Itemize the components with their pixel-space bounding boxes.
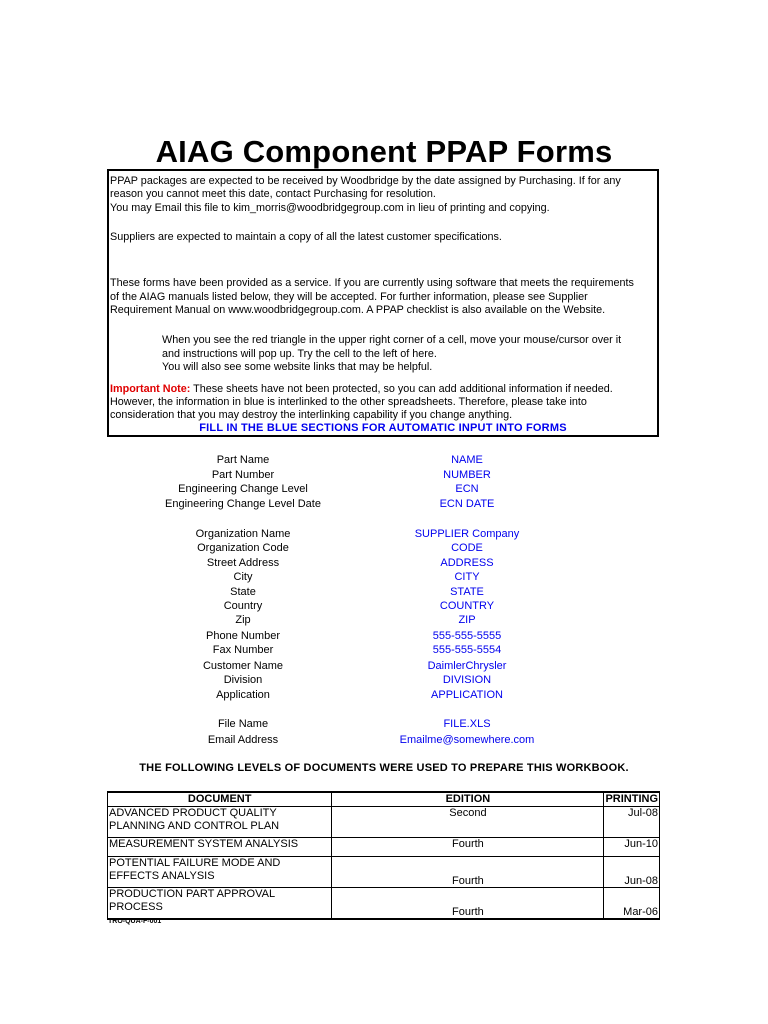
field-value[interactable]: FILE.XLS xyxy=(443,718,491,730)
field-value[interactable]: ADDRESS xyxy=(440,557,494,569)
field-label: City xyxy=(233,571,253,583)
edition-cell[interactable]: Fourth xyxy=(332,838,604,857)
field-label: Country xyxy=(223,600,263,612)
edition-cell[interactable]: Fourth xyxy=(332,857,604,888)
printing-cell[interactable]: Jun-10 xyxy=(604,838,660,857)
instructions-box xyxy=(107,169,659,437)
field-value[interactable]: NAME xyxy=(451,454,483,466)
field-row xyxy=(0,557,768,571)
table-row xyxy=(108,838,660,857)
field-value[interactable]: 555-555-5554 xyxy=(432,644,502,656)
edition-cell[interactable]: Second xyxy=(332,807,604,838)
field-row xyxy=(0,454,768,468)
form-number: TRO-QUA-F-001 xyxy=(108,918,162,925)
printing-cell[interactable]: Jun-08 xyxy=(604,857,660,888)
documents-heading: THE FOLLOWING LEVELS OF DOCUMENTS WERE USED TO PREPARE THIS WORKBOOK. xyxy=(139,762,629,774)
field-value[interactable]: CITY xyxy=(454,571,480,583)
field-label: File Name xyxy=(217,718,269,730)
field-value[interactable]: CODE xyxy=(451,542,483,554)
field-label: Application xyxy=(216,689,270,701)
document-cell[interactable]: POTENTIAL FAILURE MODE AND EFFECTS ANALYSIS xyxy=(108,857,332,888)
table-row xyxy=(108,807,660,838)
important-note-text: These sheets have not been protected, so you can add additional information if needed. xyxy=(190,383,613,395)
field-label: Zip xyxy=(235,614,251,626)
notice-line: and instructions will pop up. Try the cell to the left of here. xyxy=(162,348,437,360)
page-title: AIAG Component PPAP Forms xyxy=(155,134,613,169)
field-label: Division xyxy=(223,674,263,686)
field-row xyxy=(0,630,768,644)
notice-line: PPAP packages are expected to be received by Woodbridge by the date assigned by Purchasing. If for any xyxy=(110,175,621,187)
field-row xyxy=(0,571,768,585)
field-label: Part Number xyxy=(211,469,275,481)
field-value[interactable]: ECN xyxy=(455,483,479,495)
field-row xyxy=(0,483,768,497)
column-header-printing: PRINTING xyxy=(605,793,658,805)
field-value[interactable]: ZIP xyxy=(458,614,476,626)
document-cell[interactable]: MEASUREMENT SYSTEM ANALYSIS xyxy=(108,838,332,857)
field-row xyxy=(0,469,768,483)
field-label: Email Address xyxy=(207,734,279,746)
notice-line: reason you cannot meet this date, contact Purchasing for resolution. xyxy=(110,188,436,200)
field-row xyxy=(0,498,768,512)
field-value[interactable]: NUMBER xyxy=(443,469,491,481)
field-value[interactable]: DIVISION xyxy=(442,674,492,686)
field-value[interactable]: APPLICATION xyxy=(431,689,503,701)
field-value[interactable]: STATE xyxy=(450,586,484,598)
edition-cell[interactable]: Fourth xyxy=(332,888,604,920)
notice-line: When you see the red triangle in the upper right corner of a cell, move your mouse/cursor over it xyxy=(162,334,622,346)
field-value[interactable]: SUPPLIER Company xyxy=(414,528,520,540)
field-row xyxy=(0,689,768,703)
notice-line: of the AIAG manuals listed below, they will be accepted. For further information, please see Supplier xyxy=(110,291,588,303)
field-label: Customer Name xyxy=(202,660,284,672)
field-row xyxy=(0,528,768,542)
table-row xyxy=(108,857,660,888)
field-value[interactable]: 555-555-5555 xyxy=(432,630,502,642)
column-header-edition: EDITION xyxy=(332,792,604,807)
field-row xyxy=(0,586,768,600)
field-value[interactable]: DaimlerChrysler xyxy=(427,660,507,672)
notice-line: However, the information in blue is interlinked to the other spreadsheets. Therefore, please take into xyxy=(110,396,587,408)
field-label: Part Name xyxy=(216,454,270,466)
fill-instruction: FILL IN THE BLUE SECTIONS FOR AUTOMATIC INPUT INTO FORMS xyxy=(199,422,567,434)
field-row xyxy=(0,614,768,628)
field-row xyxy=(0,734,768,748)
field-value[interactable]: Emailme@somewhere.com xyxy=(399,734,535,746)
notice-line: You will also see some website links that may be helpful. xyxy=(162,361,433,373)
notice-line: Suppliers are expected to maintain a copy of all the latest customer specifications. xyxy=(110,231,502,243)
field-label: Street Address xyxy=(206,557,280,569)
field-label: Engineering Change Level xyxy=(178,483,308,495)
table-header-row xyxy=(108,792,660,807)
printing-cell[interactable]: Mar-06 xyxy=(604,888,660,920)
notice-line: consideration that you may destroy the interlinking capability if you change anything. xyxy=(110,409,513,421)
field-row xyxy=(0,718,768,732)
field-label: Fax Number xyxy=(212,644,274,656)
important-note-label: Important Note: xyxy=(110,383,191,395)
field-row xyxy=(0,660,768,674)
document-cell[interactable]: PRODUCTION PART APPROVAL PROCESS xyxy=(108,888,332,920)
important-note-line xyxy=(110,383,613,397)
field-label: State xyxy=(230,586,256,598)
field-label: Phone Number xyxy=(206,630,280,642)
field-value[interactable]: ECN DATE xyxy=(439,498,495,510)
notice-line: These forms have been provided as a service. If you are currently using software that meets the requirements xyxy=(110,277,634,289)
field-row xyxy=(0,644,768,658)
document-cell[interactable]: ADVANCED PRODUCT QUALITY PLANNING AND CONTROL PLAN xyxy=(108,807,332,838)
notice-line: You may Email this file to kim_morris@woodbridgegroup.com in lieu of printing and copying. xyxy=(110,202,550,214)
field-row xyxy=(0,542,768,556)
field-label: Organization Name xyxy=(195,528,291,540)
field-label: Organization Code xyxy=(197,542,289,554)
documents-table xyxy=(107,791,660,920)
field-label: Engineering Change Level Date xyxy=(165,498,321,510)
printing-cell[interactable]: Jul-08 xyxy=(604,807,660,838)
field-row xyxy=(0,600,768,614)
column-header-document: DOCUMENT xyxy=(108,792,332,807)
field-value[interactable]: COUNTRY xyxy=(439,600,495,612)
table-row xyxy=(108,888,660,920)
field-row xyxy=(0,674,768,688)
notice-line: Requirement Manual on www.woodbridgegroup.com. A PPAP checklist is also available on the Website. xyxy=(110,304,606,316)
